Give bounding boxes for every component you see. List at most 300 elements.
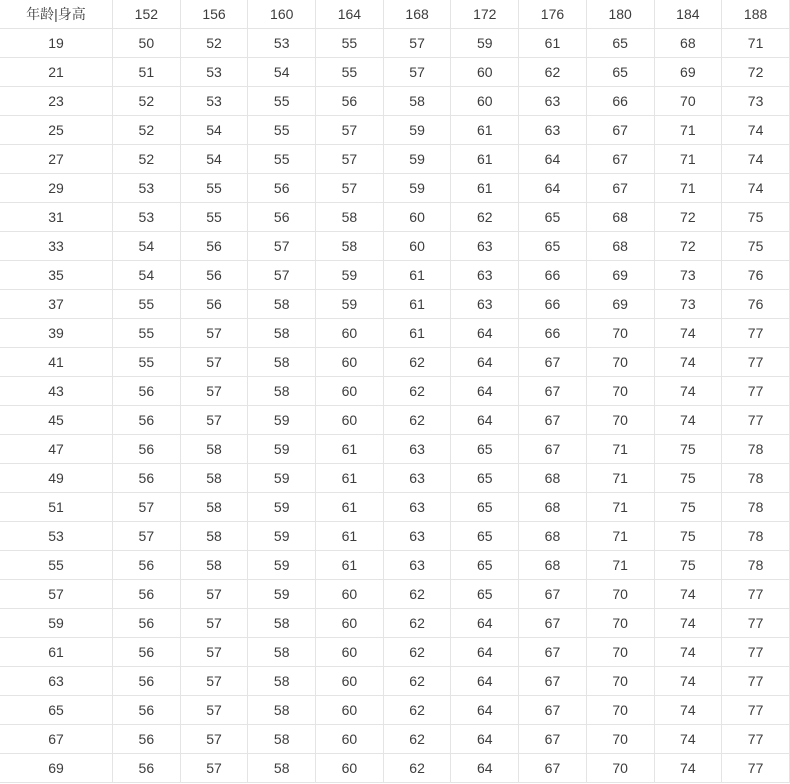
age-cell: 27 [0, 145, 113, 174]
weight-cell: 78 [722, 464, 790, 493]
weight-cell: 55 [248, 116, 316, 145]
weight-cell: 61 [451, 174, 519, 203]
weight-cell: 78 [722, 435, 790, 464]
weight-cell: 65 [519, 203, 587, 232]
age-cell: 37 [0, 290, 113, 319]
weight-cell: 65 [451, 551, 519, 580]
weight-cell: 62 [383, 696, 451, 725]
weight-cell: 58 [248, 348, 316, 377]
weight-cell: 73 [722, 87, 790, 116]
weight-cell: 52 [113, 116, 181, 145]
weight-cell: 63 [383, 435, 451, 464]
weight-cell: 57 [113, 493, 181, 522]
weight-cell: 72 [654, 203, 722, 232]
weight-cell: 56 [180, 261, 248, 290]
age-cell: 49 [0, 464, 113, 493]
age-cell: 63 [0, 667, 113, 696]
weight-cell: 64 [519, 174, 587, 203]
weight-cell: 51 [113, 58, 181, 87]
weight-cell: 75 [654, 493, 722, 522]
weight-cell: 78 [722, 551, 790, 580]
weight-cell: 74 [654, 348, 722, 377]
weight-cell: 57 [248, 232, 316, 261]
weight-cell: 73 [654, 290, 722, 319]
weight-cell: 64 [451, 638, 519, 667]
weight-cell: 57 [180, 377, 248, 406]
weight-cell: 60 [383, 232, 451, 261]
weight-cell: 63 [451, 232, 519, 261]
weight-cell: 62 [383, 348, 451, 377]
age-cell: 33 [0, 232, 113, 261]
weight-cell: 61 [316, 551, 384, 580]
weight-cell: 67 [519, 638, 587, 667]
weight-cell: 57 [383, 58, 451, 87]
weight-cell: 57 [180, 667, 248, 696]
weight-cell: 65 [451, 522, 519, 551]
weight-cell: 53 [180, 87, 248, 116]
weight-cell: 64 [451, 319, 519, 348]
weight-cell: 61 [519, 29, 587, 58]
header-row [0, 0, 790, 29]
weight-cell: 66 [586, 87, 654, 116]
weight-cell: 69 [586, 261, 654, 290]
weight-cell: 53 [113, 203, 181, 232]
weight-cell: 64 [451, 609, 519, 638]
weight-cell: 67 [519, 725, 587, 754]
weight-cell: 59 [316, 290, 384, 319]
weight-cell: 70 [586, 580, 654, 609]
weight-cell: 56 [113, 725, 181, 754]
age-cell: 21 [0, 58, 113, 87]
weight-cell: 75 [654, 551, 722, 580]
table-row [0, 29, 790, 58]
weight-cell: 50 [113, 29, 181, 58]
weight-cell: 56 [113, 667, 181, 696]
weight-cell: 59 [383, 174, 451, 203]
weight-cell: 60 [316, 348, 384, 377]
table-row [0, 435, 790, 464]
weight-cell: 58 [248, 377, 316, 406]
table-row [0, 725, 790, 754]
weight-cell: 58 [248, 667, 316, 696]
height-column-header-156: 156 [180, 0, 248, 29]
weight-table-body [0, 29, 790, 783]
weight-cell: 60 [316, 696, 384, 725]
weight-cell: 56 [113, 696, 181, 725]
age-cell: 25 [0, 116, 113, 145]
weight-cell: 66 [519, 290, 587, 319]
weight-cell: 63 [519, 87, 587, 116]
weight-cell: 56 [113, 638, 181, 667]
weight-cell: 75 [654, 522, 722, 551]
weight-cell: 67 [519, 667, 587, 696]
age-cell: 51 [0, 493, 113, 522]
weight-cell: 59 [248, 551, 316, 580]
weight-cell: 57 [180, 638, 248, 667]
weight-cell: 78 [722, 522, 790, 551]
weight-cell: 70 [586, 609, 654, 638]
weight-cell: 55 [316, 29, 384, 58]
table-row [0, 261, 790, 290]
weight-cell: 61 [383, 261, 451, 290]
table-header [0, 0, 790, 29]
weight-cell: 75 [722, 232, 790, 261]
weight-cell: 56 [113, 754, 181, 783]
weight-cell: 77 [722, 319, 790, 348]
weight-cell: 58 [180, 522, 248, 551]
age-cell: 31 [0, 203, 113, 232]
weight-cell: 57 [180, 406, 248, 435]
weight-cell: 62 [383, 406, 451, 435]
weight-cell: 55 [180, 174, 248, 203]
weight-cell: 67 [519, 435, 587, 464]
weight-cell: 64 [451, 348, 519, 377]
weight-cell: 60 [316, 754, 384, 783]
weight-cell: 63 [451, 290, 519, 319]
weight-cell: 67 [519, 609, 587, 638]
weight-cell: 55 [113, 290, 181, 319]
weight-cell: 58 [180, 493, 248, 522]
weight-cell: 60 [383, 203, 451, 232]
weight-cell: 65 [451, 435, 519, 464]
age-cell: 29 [0, 174, 113, 203]
height-column-header-184: 184 [654, 0, 722, 29]
weight-cell: 64 [451, 667, 519, 696]
weight-cell: 53 [113, 174, 181, 203]
age-cell: 59 [0, 609, 113, 638]
weight-cell: 61 [316, 522, 384, 551]
weight-cell: 57 [180, 725, 248, 754]
weight-cell: 62 [383, 725, 451, 754]
weight-cell: 60 [316, 609, 384, 638]
weight-cell: 70 [586, 638, 654, 667]
weight-cell: 74 [722, 145, 790, 174]
weight-cell: 70 [586, 667, 654, 696]
weight-cell: 68 [519, 551, 587, 580]
height-column-header-172: 172 [451, 0, 519, 29]
weight-cell: 63 [519, 116, 587, 145]
weight-cell: 56 [113, 377, 181, 406]
table-row [0, 638, 790, 667]
table-row [0, 290, 790, 319]
height-column-header-152: 152 [113, 0, 181, 29]
weight-cell: 74 [654, 319, 722, 348]
weight-cell: 56 [248, 203, 316, 232]
height-column-header-160: 160 [248, 0, 316, 29]
weight-cell: 61 [316, 493, 384, 522]
weight-cell: 56 [113, 435, 181, 464]
weight-cell: 68 [519, 464, 587, 493]
weight-cell: 67 [519, 406, 587, 435]
weight-cell: 57 [316, 174, 384, 203]
weight-cell: 56 [113, 464, 181, 493]
weight-cell: 70 [586, 319, 654, 348]
table-row [0, 580, 790, 609]
age-cell: 45 [0, 406, 113, 435]
weight-cell: 61 [383, 290, 451, 319]
weight-cell: 60 [316, 725, 384, 754]
weight-cell: 78 [722, 493, 790, 522]
age-cell: 23 [0, 87, 113, 116]
weight-cell: 57 [180, 754, 248, 783]
weight-cell: 56 [113, 551, 181, 580]
weight-cell: 74 [654, 696, 722, 725]
table-row [0, 493, 790, 522]
weight-cell: 59 [248, 493, 316, 522]
weight-cell: 53 [248, 29, 316, 58]
weight-cell: 58 [248, 609, 316, 638]
weight-cell: 64 [451, 406, 519, 435]
weight-cell: 67 [519, 348, 587, 377]
weight-cell: 62 [383, 638, 451, 667]
weight-cell: 55 [248, 145, 316, 174]
weight-cell: 57 [180, 319, 248, 348]
weight-cell: 67 [586, 116, 654, 145]
weight-cell: 77 [722, 348, 790, 377]
weight-cell: 60 [451, 87, 519, 116]
weight-cell: 71 [586, 435, 654, 464]
age-cell: 41 [0, 348, 113, 377]
weight-cell: 52 [113, 87, 181, 116]
table-row [0, 551, 790, 580]
weight-cell: 57 [180, 609, 248, 638]
weight-cell: 76 [722, 261, 790, 290]
weight-cell: 65 [586, 29, 654, 58]
weight-cell: 57 [180, 696, 248, 725]
weight-cell: 59 [316, 261, 384, 290]
weight-cell: 62 [451, 203, 519, 232]
weight-cell: 55 [248, 87, 316, 116]
age-cell: 57 [0, 580, 113, 609]
weight-cell: 71 [654, 174, 722, 203]
weight-cell: 60 [316, 638, 384, 667]
height-column-header-188: 188 [722, 0, 790, 29]
weight-cell: 74 [722, 174, 790, 203]
table-row [0, 609, 790, 638]
weight-cell: 71 [586, 551, 654, 580]
weight-cell: 66 [519, 261, 587, 290]
weight-cell: 74 [654, 754, 722, 783]
weight-cell: 60 [316, 319, 384, 348]
weight-cell: 59 [383, 116, 451, 145]
weight-cell: 63 [383, 522, 451, 551]
weight-cell: 62 [383, 580, 451, 609]
weight-cell: 66 [519, 319, 587, 348]
weight-cell: 70 [586, 406, 654, 435]
age-cell: 43 [0, 377, 113, 406]
weight-cell: 71 [586, 522, 654, 551]
weight-cell: 61 [316, 464, 384, 493]
weight-cell: 56 [113, 580, 181, 609]
weight-cell: 77 [722, 638, 790, 667]
weight-cell: 77 [722, 754, 790, 783]
weight-cell: 54 [113, 232, 181, 261]
weight-cell: 56 [316, 87, 384, 116]
weight-cell: 77 [722, 609, 790, 638]
weight-cell: 58 [180, 551, 248, 580]
weight-cell: 72 [722, 58, 790, 87]
weight-cell: 74 [654, 609, 722, 638]
weight-cell: 59 [248, 464, 316, 493]
age-cell: 47 [0, 435, 113, 464]
weight-cell: 70 [654, 87, 722, 116]
weight-cell: 54 [248, 58, 316, 87]
age-cell: 53 [0, 522, 113, 551]
weight-cell: 62 [383, 609, 451, 638]
table-row [0, 406, 790, 435]
weight-cell: 67 [519, 377, 587, 406]
table-row [0, 145, 790, 174]
weight-cell: 71 [654, 116, 722, 145]
table-row [0, 87, 790, 116]
height-column-header-164: 164 [316, 0, 384, 29]
weight-cell: 61 [316, 435, 384, 464]
weight-cell: 65 [586, 58, 654, 87]
weight-cell: 58 [180, 435, 248, 464]
weight-cell: 56 [248, 174, 316, 203]
weight-cell: 72 [654, 232, 722, 261]
table-row [0, 348, 790, 377]
weight-cell: 77 [722, 377, 790, 406]
table-row [0, 754, 790, 783]
weight-cell: 62 [383, 667, 451, 696]
table-row [0, 319, 790, 348]
weight-cell: 65 [451, 580, 519, 609]
weight-cell: 74 [654, 580, 722, 609]
weight-cell: 64 [451, 725, 519, 754]
age-cell: 39 [0, 319, 113, 348]
weight-cell: 60 [316, 377, 384, 406]
weight-cell: 57 [180, 580, 248, 609]
weight-cell: 63 [383, 551, 451, 580]
weight-cell: 56 [113, 609, 181, 638]
weight-cell: 75 [722, 203, 790, 232]
weight-cell: 60 [316, 667, 384, 696]
weight-cell: 67 [519, 580, 587, 609]
weight-cell: 59 [248, 435, 316, 464]
weight-cell: 71 [722, 29, 790, 58]
weight-cell: 68 [519, 522, 587, 551]
weight-cell: 74 [654, 406, 722, 435]
weight-cell: 59 [248, 406, 316, 435]
age-cell: 35 [0, 261, 113, 290]
weight-cell: 63 [383, 493, 451, 522]
weight-cell: 59 [248, 522, 316, 551]
weight-cell: 74 [722, 116, 790, 145]
weight-cell: 69 [586, 290, 654, 319]
weight-cell: 58 [248, 290, 316, 319]
table-row [0, 522, 790, 551]
weight-cell: 64 [451, 696, 519, 725]
table-row [0, 58, 790, 87]
weight-cell: 76 [722, 290, 790, 319]
weight-cell: 61 [383, 319, 451, 348]
weight-cell: 55 [113, 319, 181, 348]
table-row [0, 116, 790, 145]
weight-cell: 77 [722, 406, 790, 435]
weight-cell: 55 [316, 58, 384, 87]
weight-cell: 74 [654, 377, 722, 406]
weight-cell: 74 [654, 638, 722, 667]
weight-cell: 52 [180, 29, 248, 58]
weight-cell: 68 [654, 29, 722, 58]
weight-cell: 63 [383, 464, 451, 493]
weight-cell: 70 [586, 754, 654, 783]
weight-cell: 62 [383, 754, 451, 783]
weight-cell: 59 [383, 145, 451, 174]
weight-cell: 55 [113, 348, 181, 377]
weight-cell: 57 [113, 522, 181, 551]
height-column-header-180: 180 [586, 0, 654, 29]
weight-cell: 54 [180, 145, 248, 174]
weight-cell: 71 [654, 145, 722, 174]
height-column-header-176: 176 [519, 0, 587, 29]
weight-cell: 77 [722, 696, 790, 725]
weight-cell: 77 [722, 725, 790, 754]
weight-cell: 73 [654, 261, 722, 290]
table-row [0, 232, 790, 261]
weight-cell: 60 [451, 58, 519, 87]
weight-cell: 58 [180, 464, 248, 493]
weight-cell: 65 [451, 464, 519, 493]
weight-cell: 53 [180, 58, 248, 87]
table-row [0, 667, 790, 696]
weight-cell: 57 [316, 116, 384, 145]
weight-cell: 67 [586, 174, 654, 203]
table-row [0, 203, 790, 232]
age-cell: 67 [0, 725, 113, 754]
weight-cell: 58 [248, 319, 316, 348]
weight-cell: 65 [519, 232, 587, 261]
weight-cell: 70 [586, 696, 654, 725]
weight-cell: 58 [316, 203, 384, 232]
weight-cell: 65 [451, 493, 519, 522]
weight-cell: 61 [451, 145, 519, 174]
weight-cell: 58 [248, 696, 316, 725]
weight-cell: 68 [586, 203, 654, 232]
age-cell: 65 [0, 696, 113, 725]
weight-cell: 62 [519, 58, 587, 87]
weight-cell: 58 [248, 754, 316, 783]
weight-cell: 64 [451, 377, 519, 406]
weight-cell: 59 [248, 580, 316, 609]
weight-cell: 74 [654, 667, 722, 696]
weight-cell: 75 [654, 435, 722, 464]
weight-cell: 70 [586, 348, 654, 377]
weight-cell: 62 [383, 377, 451, 406]
weight-cell: 77 [722, 580, 790, 609]
weight-cell: 71 [586, 464, 654, 493]
weight-cell: 54 [113, 261, 181, 290]
weight-cell: 67 [586, 145, 654, 174]
table-row [0, 696, 790, 725]
weight-cell: 68 [586, 232, 654, 261]
weight-cell: 58 [248, 638, 316, 667]
age-cell: 19 [0, 29, 113, 58]
weight-cell: 61 [451, 116, 519, 145]
weight-cell: 60 [316, 580, 384, 609]
weight-cell: 58 [248, 725, 316, 754]
weight-cell: 75 [654, 464, 722, 493]
weight-cell: 52 [113, 145, 181, 174]
weight-cell: 56 [180, 290, 248, 319]
age-cell: 69 [0, 754, 113, 783]
weight-cell: 67 [519, 696, 587, 725]
weight-cell: 54 [180, 116, 248, 145]
height-column-header-168: 168 [383, 0, 451, 29]
table-row [0, 464, 790, 493]
weight-cell: 59 [451, 29, 519, 58]
